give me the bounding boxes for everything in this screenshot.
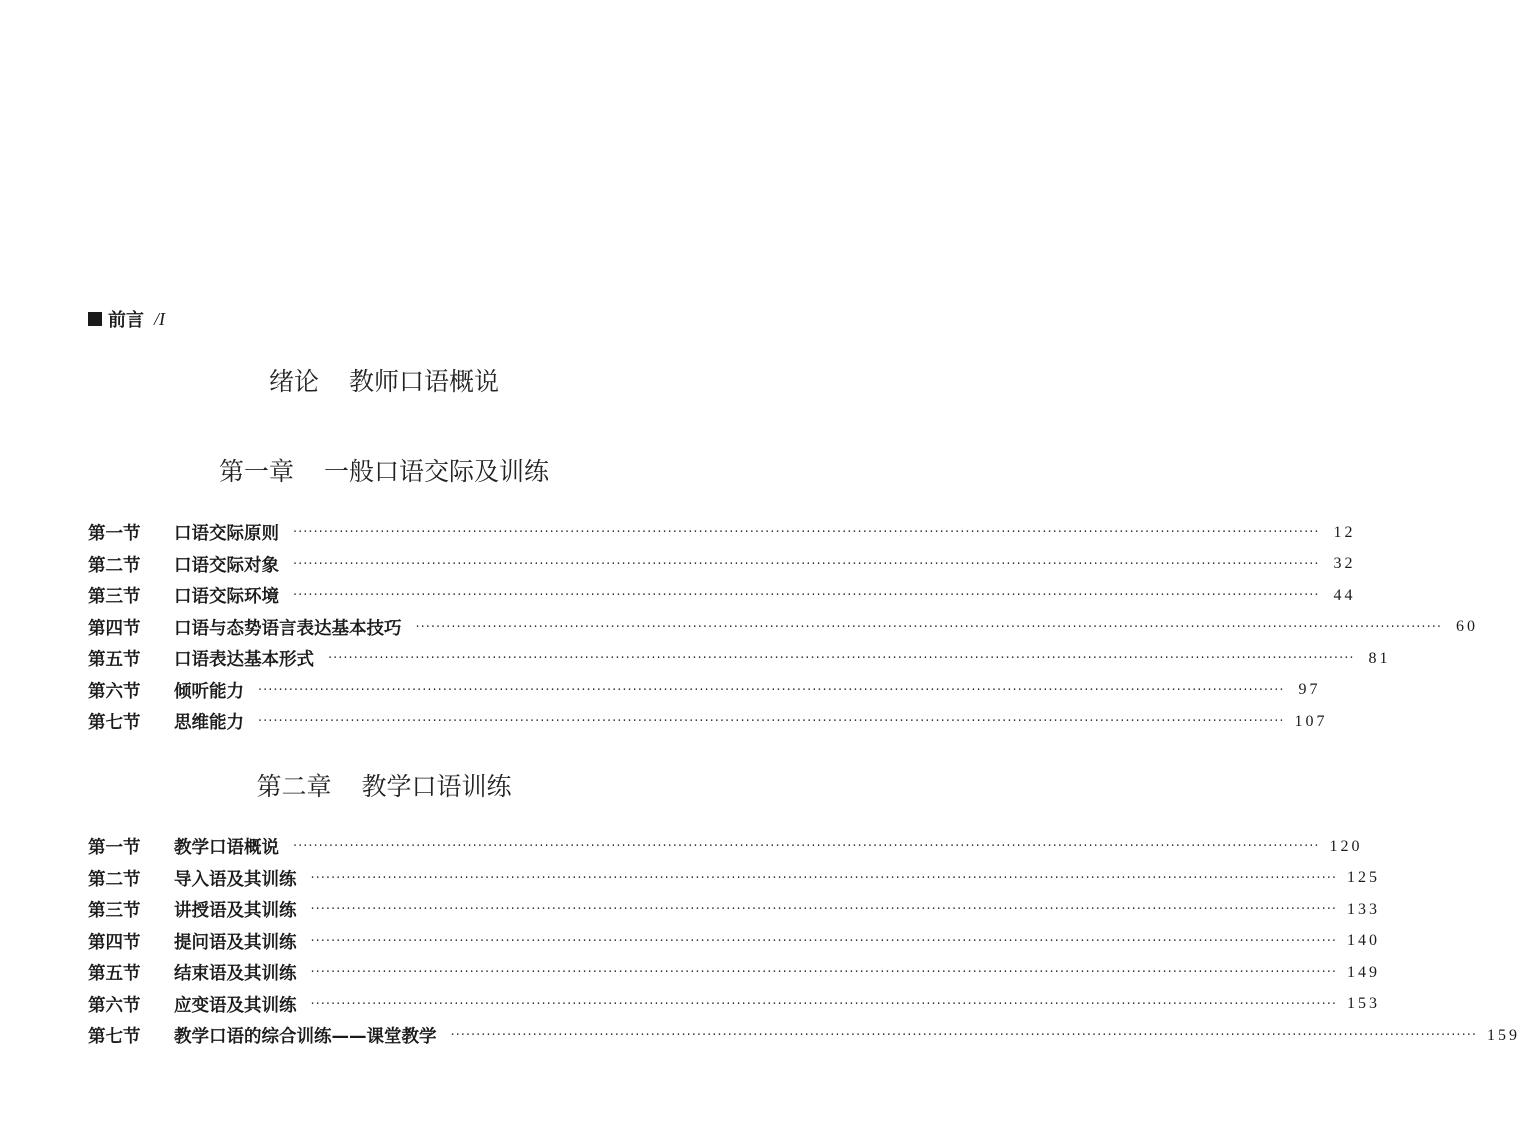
section-title: 导入语及其训练 [174,869,297,890]
dot-leader: ········································································································································································································ [310,965,1337,981]
toc-row[interactable] [88,957,1380,989]
dot-leader: ········································································································································································································ [258,682,1285,698]
page-number: 140 [1346,932,1380,950]
dot-leader: ········································································································································································································ [328,651,1355,667]
section-title: 教学口语的综合训练——课堂教学 [174,1027,437,1048]
section-title: 结束语及其训练 [174,964,297,985]
toc-row[interactable] [88,1020,1520,1052]
dot-leader: ········································································································································································································ [293,839,1320,855]
page-number: 133 [1346,900,1380,918]
section-number: 第五节 [88,964,141,985]
section-title: 口语交际原则 [174,524,279,545]
page-number: 81 [1368,649,1391,667]
dot-leader: ········································································································································································································ [310,996,1337,1012]
section-title: 讲授语及其训练 [174,901,297,922]
page-number: 107 [1294,712,1328,730]
toc-row[interactable] [88,612,1478,644]
dot-leader: ········································································································································································································ [415,619,1442,635]
toc-row[interactable] [88,706,1328,738]
page-number: 149 [1346,963,1380,981]
section-number: 第三节 [88,587,141,608]
page-number: 32 [1333,555,1356,573]
section-title: 倾听能力 [174,681,244,702]
section-number: 第七节 [88,713,141,734]
section-number: 第二节 [88,555,141,576]
preface-label: 前言 [108,310,144,331]
page-number: 153 [1346,995,1380,1013]
toc-row[interactable] [88,517,1356,549]
page-number: 120 [1329,837,1363,855]
section-number: 第五节 [88,650,141,671]
chapter2-number: 第二章 [256,772,332,801]
page-number: 159 [1486,1026,1520,1044]
section-number: 第三节 [88,901,141,922]
section-title: 口语交际环境 [174,587,279,608]
section-number: 第一节 [88,524,141,545]
section-title: 教学口语概说 [174,838,279,859]
toc-row[interactable] [88,926,1380,958]
toc-row[interactable] [88,580,1356,612]
chapter2-heading [0,767,768,803]
section-number: 第四节 [88,932,141,953]
dot-leader: ········································································································································································································ [310,870,1337,886]
section-number: 第六节 [88,995,141,1016]
preface-entry[interactable] [88,306,165,332]
toc-row[interactable] [88,831,1363,863]
dot-leader: ········································································································································································································ [450,1028,1477,1044]
chapter1-heading [0,452,768,488]
dot-leader: ········································································································································································································ [258,714,1285,730]
section-number: 第二节 [88,869,141,890]
square-bullet-icon [88,312,102,326]
chapter1-title: 一般口语交际及训练 [324,457,550,486]
intro-title: 教师口语概说 [349,367,500,396]
dot-leader: ········································································································································································································ [310,933,1337,949]
dot-leader: ········································································································································································································ [293,556,1320,572]
page-number: 60 [1455,618,1478,636]
page-number: 97 [1298,681,1321,699]
section-title: 应变语及其训练 [174,995,297,1016]
toc-row[interactable] [88,894,1380,926]
toc-row[interactable] [88,549,1356,581]
dot-leader: ········································································································································································································ [293,588,1320,604]
chapter1-number: 第一章 [218,457,294,486]
section-title: 口语与态势语言表达基本技巧 [174,618,402,639]
chapter2-toc [88,831,1520,1052]
section-title: 提问语及其训练 [174,932,297,953]
section-number: 第七节 [88,1027,141,1048]
toc-row[interactable] [88,643,1391,675]
section-number: 第六节 [88,681,141,702]
dot-leader: ········································································································································································································ [310,902,1337,918]
chapter1-toc [88,517,1478,738]
section-title: 思维能力 [174,713,244,734]
page-number: 44 [1333,586,1356,604]
intro-label: 绪论 [268,367,319,396]
intro-heading [0,362,768,398]
section-title: 口语交际对象 [174,555,279,576]
section-title: 口语表达基本形式 [174,650,314,671]
page-number: 12 [1333,523,1356,541]
preface-page: /I [154,308,165,329]
chapter2-title: 教学口语训练 [361,772,512,801]
toc-row[interactable] [88,863,1380,895]
section-number: 第四节 [88,618,141,639]
toc-row[interactable] [88,675,1321,707]
section-number: 第一节 [88,838,141,859]
dot-leader: ········································································································································································································ [293,525,1320,541]
toc-row[interactable] [88,989,1380,1021]
page-number: 125 [1346,869,1380,887]
